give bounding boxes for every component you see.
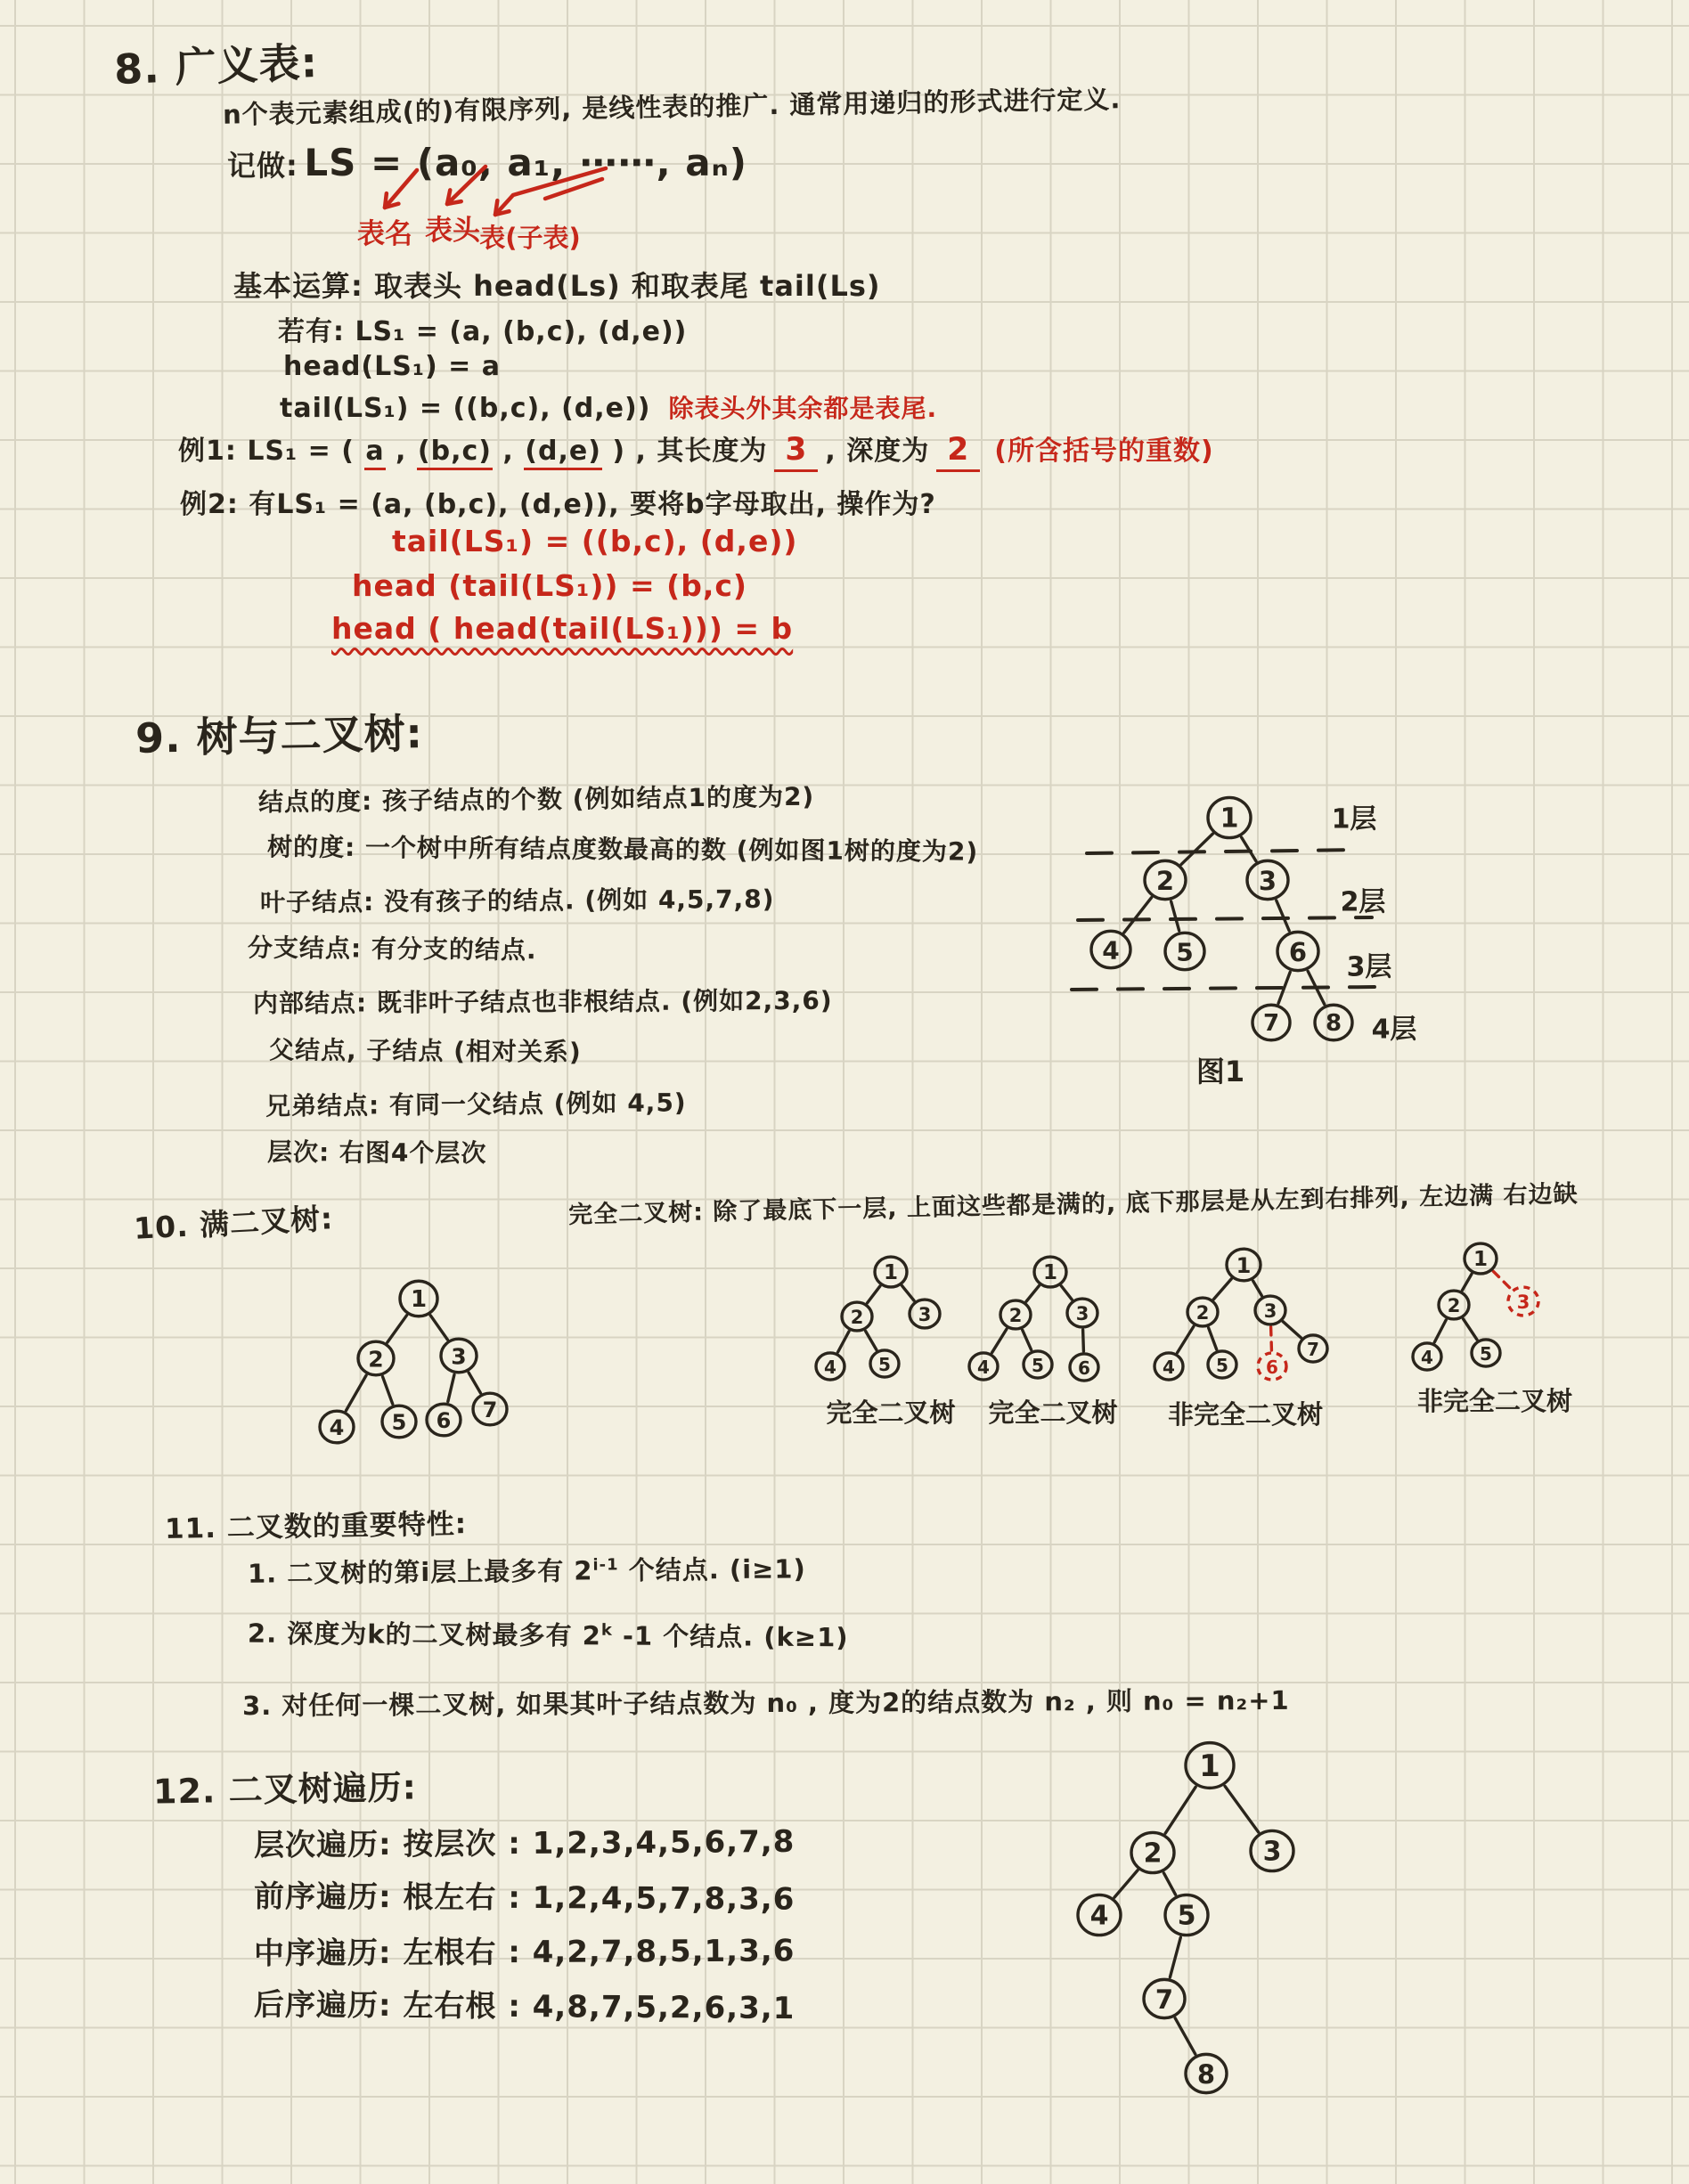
tree-edge (1170, 1937, 1180, 1977)
derivation-step-1: tail(LS₁) = ((b,c), (d,e)) (392, 524, 798, 558)
tree-node-label: 6 (1078, 1357, 1090, 1379)
tree-edge (1181, 834, 1212, 864)
level-order-traversal: 层次遍历: 按层次 : 1,2,3,4,5,6,7,8 (253, 1823, 796, 1864)
tree-edge (1026, 1286, 1039, 1302)
tree-term-list (247, 773, 979, 1179)
tree-edge (1163, 1873, 1175, 1895)
diagram-text: 完全二叉树 (988, 1398, 1118, 1428)
term-parent-child: 父结点, 子结点 (相对关系) (268, 1035, 582, 1067)
term-tree-degree: 树的度: 一个树中所有结点度数最高的数 (例如图1树的度为2) (266, 832, 979, 867)
diagram-text: 3层 (1346, 951, 1392, 983)
tree-node-label: 8 (1325, 1010, 1342, 1037)
diagram-text: 表头 (425, 215, 480, 247)
property-2: 2. 深度为k的二叉树最多有 2$^k$ -1 个结点. (k≥1) (247, 1618, 849, 1653)
tree-node-label: 1 (410, 1286, 428, 1313)
tree-node-label: 3 (1258, 866, 1277, 896)
post-order-traversal: 后序遍历: 左右根 : 4,8,7,5,2,6,3,1 (253, 1986, 796, 2027)
tree-edge (991, 1329, 1006, 1353)
tree-node-label: 7 (1262, 1010, 1280, 1037)
level-divider (1072, 987, 1378, 990)
tree-node-label: 5 (1480, 1343, 1492, 1365)
tree-node-label: 5 (1176, 937, 1194, 967)
section10-title: 10. 满二叉树: (133, 1201, 335, 1246)
tree-edge (1165, 1787, 1195, 1833)
tree-edge (1277, 900, 1289, 931)
tree-edge (1083, 1330, 1084, 1351)
tree-edge (1178, 1326, 1194, 1353)
tree-edge (1493, 1271, 1511, 1289)
in-order-traversal: 中序遍历: 左根右 : 4,2,7,8,5,1,3,6 (253, 1933, 796, 1972)
tree-edge (1023, 1330, 1032, 1349)
tree-edge (1253, 1281, 1262, 1296)
noncomplete-tree-1 (1147, 1238, 1339, 1438)
tail-result: tail(LS₁) = ((b,c), (d,e)) 除表头外其余都是表尾. (280, 393, 938, 424)
complete-tree-note: 完全二叉树: 除了最底下一层, 上面这些都是满的, 底下那层是从左到右排列, 左边满 右边缺 (567, 1180, 1579, 1229)
diagram-text: 完全二叉树 (826, 1398, 956, 1428)
red-arrow (447, 167, 485, 204)
tree-node-label: 6 (1288, 937, 1308, 967)
section11-title: 11. 二叉数的重要特性: (164, 1508, 468, 1545)
tree-edge (346, 1375, 366, 1411)
term-internal-node: 内部结点: 既非叶子结点也非根结点. (例如2,3,6) (252, 985, 833, 1019)
tree-edge (1462, 1274, 1472, 1290)
tree-edge (383, 1377, 393, 1405)
tree-edge (469, 1373, 480, 1393)
tree-edge (866, 1331, 877, 1349)
level-divider (1087, 850, 1363, 853)
tree-edge (1271, 1327, 1272, 1350)
tree-node-label: 1 (1236, 1253, 1252, 1278)
diagram-text: 非完全二叉树 (1416, 1386, 1573, 1416)
tree-edge (1213, 1279, 1231, 1300)
tree-node-label: 2 (1447, 1295, 1461, 1316)
tree-node-label: 7 (482, 1398, 498, 1422)
property-3: 3. 对任何一棵二叉树, 如果其叶子结点数为 n₀ , 度为2的结点数为 n₂ , 则 n₀ = n₂+1 (241, 1684, 1290, 1722)
tree-node-label: 8 (1196, 2059, 1216, 2090)
tree-node-label: 2 (1155, 866, 1175, 896)
derivation-step-2: head (tail(LS₁)) = (b,c) (352, 568, 748, 603)
diagram-text: 非完全二叉树 (1167, 1399, 1324, 1430)
tree-edge (448, 1374, 454, 1401)
tree-node-label: 3 (1263, 1300, 1277, 1322)
tree-node-label: 6 (436, 1408, 452, 1433)
level-divider (1078, 917, 1372, 920)
full-binary-tree (294, 1265, 526, 1479)
tree-node-label: 2 (1008, 1305, 1023, 1326)
tree-node-label: 4 (1163, 1357, 1175, 1378)
ls1-example: 若有: LS₁ = (a, (b,c), (d,e)) (278, 316, 688, 347)
tree-edge (1124, 898, 1152, 933)
property-1: 1. 二叉树的第i层上最多有 2$^{i-1}$ 个结点. (i≥1) (247, 1553, 806, 1589)
tree-node-label: 2 (368, 1346, 384, 1373)
tree-node-label: 4 (1421, 1347, 1433, 1368)
tree-node-label: 3 (918, 1304, 932, 1325)
depth-annotation: (所含括号的重数) (994, 436, 1214, 467)
tree-node-label: 1 (1473, 1248, 1489, 1271)
tree-node-label: 1 (883, 1261, 899, 1284)
diagram-text: 2层 (1340, 886, 1386, 918)
tree-edge (1114, 1870, 1138, 1898)
tree-node-label: 1 (1220, 803, 1239, 835)
tree-edge (867, 1286, 879, 1303)
pre-order-traversal: 前序遍历: 根左右 : 1,2,4,5,7,8,3,6 (253, 1878, 796, 1918)
traversal-list (254, 1817, 795, 2034)
derivation-step-3: head ( head(tail(LS₁))) = b (331, 611, 794, 646)
section8-title: 8. 广义表: (113, 38, 319, 94)
red-arrow (385, 170, 417, 208)
tree-node-label: 3 (1262, 1836, 1282, 1868)
tree-node-label: 7 (1155, 1984, 1174, 2015)
term-branch-node: 分支结点: 有分支的结点. (247, 933, 537, 966)
complete-tree-1 (806, 1245, 967, 1432)
red-arrow-head (447, 201, 461, 204)
red-arrow (495, 168, 606, 215)
section12-title: 12. 二叉树遍历: (152, 1767, 418, 1812)
tree-edge (1061, 1286, 1072, 1300)
tree-node-label: 4 (1102, 935, 1120, 966)
tree-edge (430, 1316, 447, 1340)
tree-edge (1225, 1786, 1259, 1832)
tree-node-label: 6 (1266, 1357, 1278, 1378)
term-node-degree: 结点的度: 孩子结点的个数 (例如结点1的度为2) (257, 781, 815, 818)
tree-edge (1434, 1320, 1446, 1342)
tail-annotation: 除表头外其余都是表尾. (668, 394, 938, 423)
tree-node-label: 1 (1199, 1748, 1220, 1784)
notation-formula: LS = (a₀, a₁, ⋯⋯, aₙ) (304, 141, 747, 184)
tree-node-label: 5 (391, 1410, 407, 1435)
fig1-tree (1065, 773, 1456, 1094)
tree-node-label: 3 (1516, 1292, 1530, 1313)
notation-label: 记做: (227, 149, 298, 183)
tree-edge (388, 1316, 407, 1342)
tree-node-label: 4 (329, 1415, 345, 1440)
tree-node-label: 5 (1032, 1355, 1044, 1376)
term-leaf-node: 叶子结点: 没有孩子的结点. (例如 4,5,7,8) (259, 884, 775, 917)
tree-node-label: 1 (1042, 1261, 1058, 1284)
traversal-tree (1051, 1719, 1354, 2102)
tree-node-label: 4 (1089, 1900, 1109, 1932)
term-sibling-node: 兄弟结点: 有同一父结点 (例如 4,5) (265, 1088, 687, 1121)
tree-edge (1464, 1319, 1477, 1340)
section9-title: 9. 树与二叉树: (135, 709, 424, 762)
notation-arrows (339, 165, 891, 263)
tree-edge (1242, 837, 1256, 861)
example-1: 例1: LS₁ = ( a , (b,c) , (d,e) ) , 其长度为 3 , 深度为 2 (所含括号的重数) (178, 428, 1214, 468)
tree-edge (1283, 1322, 1301, 1338)
tree-node-label: 7 (1307, 1339, 1319, 1360)
tree-node-label: 5 (1216, 1355, 1228, 1376)
head-result: head(LS₁) = a (283, 351, 501, 382)
tree-node-label: 2 (1195, 1302, 1210, 1324)
glist-definition: n个表元素组成(的)有限序列, 是线性表的推广. 通常用递归的形式进行定义. (222, 84, 1122, 130)
tree-node-label: 4 (824, 1357, 836, 1378)
noncomplete-tree-2 (1390, 1234, 1586, 1425)
tree-edge (838, 1332, 850, 1352)
basic-operations: 基本运算: 取表头 head(Ls) 和取表尾 tail(Ls) (233, 269, 881, 303)
diagram-text: 4层 (1371, 1014, 1417, 1046)
diagram-text: 1层 (1331, 803, 1377, 835)
complete-tree-2 (964, 1245, 1129, 1432)
diagram-text: 图1 (1195, 1055, 1245, 1088)
tree-edge (902, 1286, 914, 1301)
tree-node-label: 2 (1143, 1838, 1163, 1870)
tree-node-label: 3 (451, 1343, 467, 1370)
tree-node-label: 4 (977, 1357, 990, 1378)
tree-edge (1209, 1328, 1217, 1349)
tree-node-label: 5 (878, 1354, 891, 1375)
example-2: 例2: 有LS₁ = (a, (b,c), (d,e)), 要将b字母取出, 操作为? (180, 489, 936, 520)
tree-edge (1171, 901, 1179, 931)
term-level: 层次: 右图4个层次 (266, 1137, 487, 1169)
tree-node-label: 5 (1177, 1900, 1196, 1932)
diagram-text: 表(子表) (479, 223, 581, 253)
diagram-text: 表名 (357, 218, 412, 250)
tree-node-label: 2 (850, 1307, 864, 1328)
tree-edge (1175, 2018, 1195, 2054)
tree-node-label: 3 (1075, 1303, 1089, 1324)
